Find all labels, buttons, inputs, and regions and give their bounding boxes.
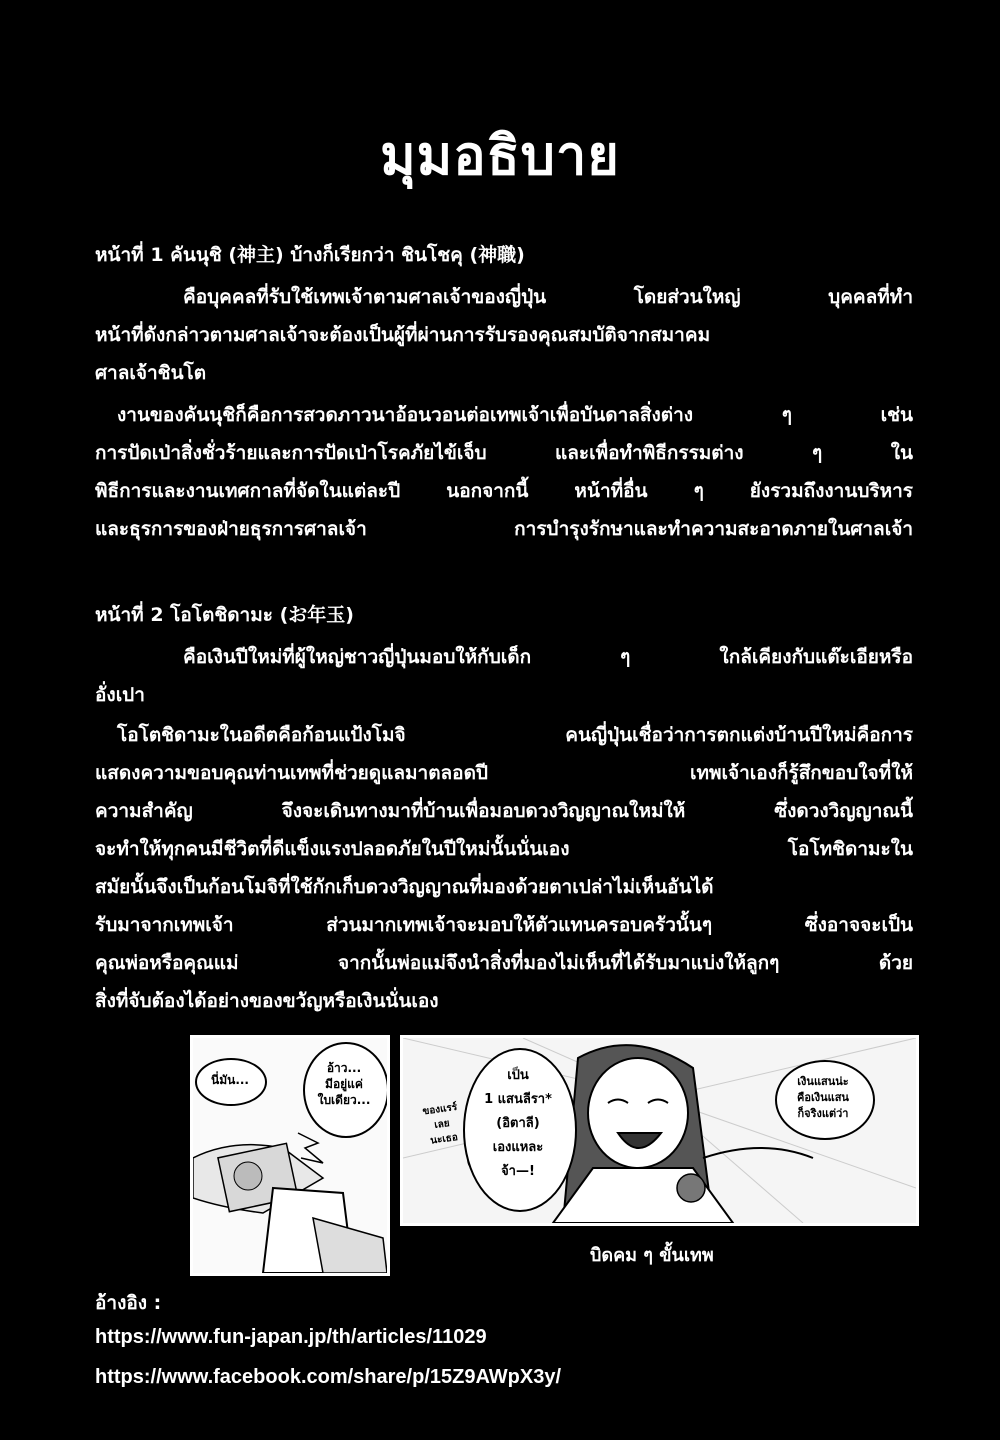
speech-bubble-text (309, 1060, 379, 1108)
bubble-line: จ้า—! (501, 1164, 535, 1179)
bubble-line: อ้าว... (326, 1061, 362, 1075)
bubble-line: มีอยู่แค่ (325, 1077, 363, 1091)
text-line: สิ่งที่จับต้องได้อย่างของขวัญหรือเงินนั่นเอง (95, 990, 439, 1012)
page-title: มุมอธิบาย (380, 124, 620, 187)
section-heading-1: หน้าที่ 1 คันนุชิ (神主) บ้างก็เรียกว่า ชินโชคุ (神職) (95, 244, 525, 266)
manga-panel-left (190, 1035, 390, 1276)
text-line: และธุรการของฝ่ายธุรการศาลเจ้า การบำรุงรักษาและทำความสะอาดภายในศาลเจ้า (95, 518, 913, 540)
section-heading-2: หน้าที่ 2 โอโตชิดามะ (お年玉) (95, 604, 354, 626)
bubble-line: เองแหละ (492, 1140, 544, 1155)
text-line: โอโตชิดามะในอดีตคือก้อนแป้งโมจิ คนญี่ปุ่นเชื่อว่าการตกแต่งบ้านปีใหม่คือการ (117, 724, 913, 746)
text-line: คุณพ่อหรือคุณแม่ จากนั้นพ่อแม่จึงนำสิ่งที่มองไม่เห็นที่ได้รับมาแบ่งให้ลูกๆ ด้วย (95, 952, 913, 974)
speech-bubble-text (781, 1074, 865, 1122)
speech-bubble-text: นี่มัน... (211, 1073, 249, 1087)
text-line: อั่งเปา (95, 684, 145, 706)
bubble-line: (อิตาลี) (496, 1116, 540, 1131)
section-2-paragraph-2 (95, 716, 913, 1020)
bubble-line: เงินแสนน่ะ (797, 1075, 849, 1088)
side-note-line: นะเธอ (429, 1131, 459, 1147)
text-line: แสดงความขอบคุณท่านเทพที่ช่วยดูแลมาตลอดปี เทพเจ้าเองก็รู้สึกขอบใจที่ให้ (95, 762, 913, 784)
text-line: คือเงินปีใหม่ที่ผู้ใหญ่ชาวญี่ปุ่นมอบให้กับเด็ก ๆ ใกล้เคียงกับแต๊ะเอียหรือ (183, 646, 913, 668)
manga-panel-right (400, 1035, 919, 1226)
text-line: คือบุคคลที่รับใช้เทพเจ้าตามศาลเจ้าของญี่ปุ่น โดยส่วนใหญ่ บุคคลที่ทำ (183, 286, 913, 308)
side-note-line: ของแรร์ (421, 1101, 458, 1118)
reference-link-fun-japan[interactable]: https://www.fun-japan.jp/th/articles/11029 (95, 1326, 487, 1348)
text-line: จะทำให้ทุกคนมีชีวิตที่ดีแข็งแรงปลอดภัยในปีใหม่นั้นนั่นเอง โอโทชิดามะใน (95, 838, 913, 860)
text-line: ความสำคัญ จึงจะเดินทางมาที่บ้านเพื่อมอบดวงวิญญาณใหม่ให้ ซึ่งดวงวิญญาณนี้ (95, 800, 913, 822)
bubble-line: เป็น (507, 1068, 529, 1083)
text-line: สมัยนั้นจึงเป็นก้อนโมจิที่ใช้กักเก็บดวงวิญญาณที่มองด้วยตาเปล่าไม่เห็นอันได้ (95, 876, 714, 898)
side-note-text (414, 1099, 470, 1151)
text-line: พิธีการและงานเทศกาลที่จัดในแต่ละปี นอกจากนี้ หน้าที่อื่น ๆ ยังรวมถึงงานบริหาร (95, 480, 913, 502)
text-line: ศาลเจ้าชินโต (95, 362, 207, 384)
text-line: การปัดเป่าสิ่งชั่วร้ายและการปัดเป่าโรคภัยไข้เจ็บ และเพื่อทำพิธีกรรมต่าง ๆ ใน (95, 442, 913, 464)
text-line: งานของคันนุชิก็คือการสวดภาวนาอ้อนวอนต่อเทพเจ้าเพื่อบันดาลสิ่งต่าง ๆ เช่น (117, 404, 913, 426)
references-label: อ้างอิง : (95, 1292, 162, 1314)
section-2-paragraph-1 (95, 638, 913, 714)
section-1-paragraph-1 (95, 278, 913, 392)
speech-bubble-text (469, 1064, 567, 1184)
panel-caption: บิดคม ๆ ขั้นเทพ (590, 1245, 714, 1266)
section-1-paragraph-2 (95, 396, 913, 548)
text-line: หน้าที่ดังกล่าวตามศาลเจ้าจะต้องเป็นผู้ที่ผ่านการรับรองคุณสมบัติจากสมาคม (95, 324, 711, 346)
bubble-line: คือเงินแสน (797, 1091, 849, 1104)
reference-link-facebook[interactable]: https://www.facebook.com/share/p/15Z9AWpX3y/ (95, 1366, 562, 1388)
bubble-line: 1 แสนลีรา* (484, 1092, 552, 1107)
side-note-line: เลย (433, 1117, 451, 1132)
bubble-line: ใบเดียว... (317, 1093, 371, 1107)
text-line: รับมาจากเทพเจ้า ส่วนมากเทพเจ้าจะมอบให้ตัวแทนครอบครัวนั้นๆ ซึ่งอาจจะเป็น (95, 914, 913, 936)
bubble-line: ก็จริงแต่ว่า (797, 1107, 849, 1120)
